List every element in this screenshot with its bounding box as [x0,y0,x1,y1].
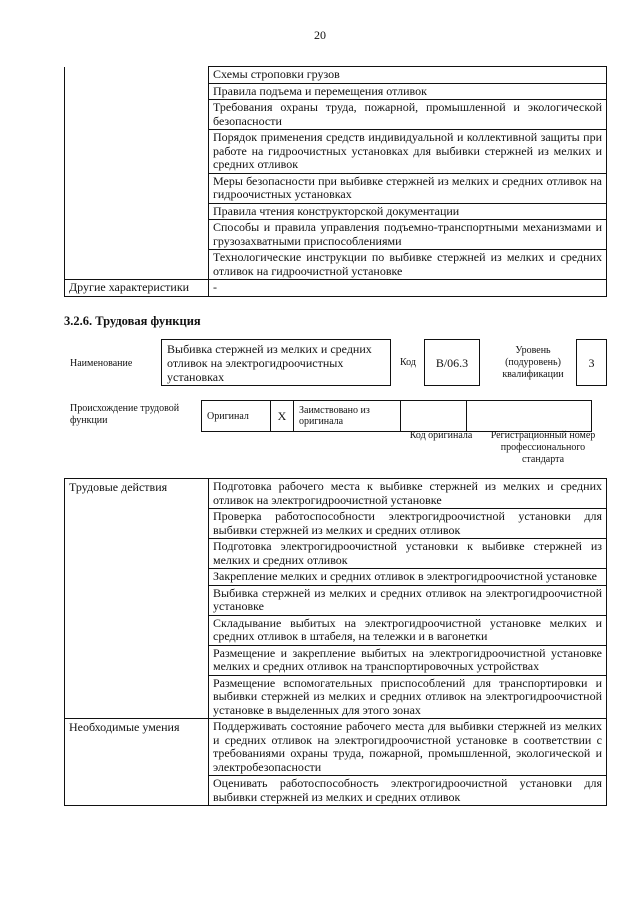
empty-label-cell [65,67,209,280]
labor-actions-label: Трудовые действия [65,479,209,719]
section-title: 3.2.6. Трудовая функция [64,314,201,328]
table-cell: Поддерживать состояние рабочего места для выбивки стержней из мелких и средних отливок на электрогидроочистной установке в соответствии с требованиями охраны труда, пожарной, промышленной, экологической и электробезопасности [209,719,607,776]
table-cell: Размещение вспомогательных приспособлений для транспортировки и выбивки стержней из мелких и средних отливок на электрогидроочистной установке в выделенных для этого зонах [209,675,607,719]
table-cell: Меры безопасности при выбивке стержней из мелких и средних отливок на гидроочистных установках [209,173,607,203]
caption-registration: Регистрационный номер профессионального стандарта [490,430,596,465]
code-label: Код [400,357,416,368]
original-mark: X [271,401,294,432]
other-characteristics-label: Другие характеристики [65,280,209,297]
code-value: В/06.3 [424,339,480,386]
table-cell: Складывание выбитых на электрогидроочистной установке мелких и средних отливок в штабеля, на тележки и в вагонетки [209,615,607,645]
original-code-cell [401,401,467,432]
table-cell: Оценивать работоспособность электрогидроочистной установки для выбивки стержней из мелких и средних отливок [209,776,607,806]
name-label: Наименование [70,358,133,369]
other-characteristics-value: - [209,280,607,297]
table-cell: Правила чтения конструкторской документации [209,203,607,220]
table-cell: Технологические инструкции по выбивке стержней из мелких и средних отливок на гидроочистной установке [209,250,607,280]
labor-function-table [64,478,607,806]
table-cell: Способы и правила управления подъемно-транспортными механизмами и грузозахватными приспособлениями [209,220,607,250]
table-cell: Требования охраны труда, пожарной, промышленной и экологической безопасности [209,100,607,130]
knowledge-table-continued [64,66,607,297]
level-value: 3 [576,339,607,386]
registration-number-cell [467,401,592,432]
required-skills-label: Необходимые умения [65,719,209,806]
borrowed-label: Заимствовано из оригинала [294,401,401,432]
original-label: Оригинал [202,401,271,432]
table-cell: Правила подъема и перемещения отливок [209,83,607,100]
origin-label: Происхождение трудовой функции [70,403,180,426]
table-cell: Подготовка электрогидроочистной установки к выбивке стержней из мелких и средних отливок [209,539,607,569]
table-cell: Закрепление мелких и средних отливок в электрогидроочистной установке [209,569,607,586]
name-value: Выбивка стержней из мелких и средних отливок на электрогидроочистных установках [161,339,391,386]
table-cell: Порядок применения средств индивидуальной и коллективной защиты при работе на гидроочистных установках для выбивки стержней из мелких и средних отливок [209,130,607,174]
table-cell: Размещение и закрепление выбитых на электрогидроочистной установке мелких и средних отливок на транспортировочных устройствах [209,645,607,675]
table-cell: Проверка работоспособности электрогидроочистной установки для выбивки стержней из мелких и средних отливок [209,509,607,539]
level-label: Уровень (подуровень) квалификации [502,345,564,380]
origin-table [201,400,592,432]
caption-code: Код оригинала [409,430,473,441]
table-cell: Схемы строповки грузов [209,67,607,84]
table-cell: Выбивка стержней из мелких и средних отливок на электрогидроочистной установке [209,585,607,615]
table-cell: Подготовка рабочего места к выбивке стержней из мелких и средних отливок на электрогидроочистной установке [209,479,607,509]
page-number: 20 [314,28,326,42]
